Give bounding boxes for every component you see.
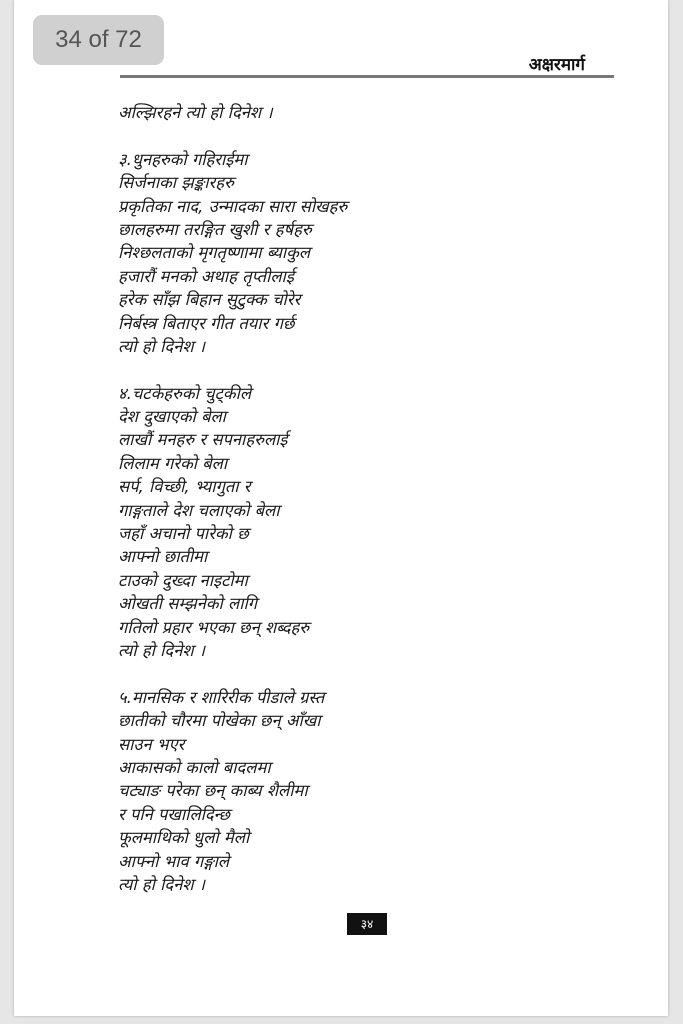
poem-text bbox=[118, 101, 598, 896]
running-head: अक्षरमार्ग bbox=[528, 55, 585, 75]
poem-line: चट्याङ परेका छन् काब्य शैलीमा bbox=[118, 781, 308, 801]
poem-line: ओखती सम्झनेको लागि bbox=[118, 594, 258, 614]
poem-line: निर्बस्त्र बिताएर गीत तयार गर्छ bbox=[118, 313, 295, 333]
poem-line: जहाँ अचानो पारेको छ bbox=[118, 524, 249, 544]
poem-line: सर्प, विच्छी, भ्यागुता र bbox=[118, 477, 251, 497]
poem-line: फूलमाथिको धुलो मैलो bbox=[118, 828, 250, 848]
poem-line: र पनि पखालिदिन्छ bbox=[118, 804, 230, 824]
stanza-gap bbox=[118, 358, 598, 381]
page-number: ३४ bbox=[347, 913, 387, 935]
poem-line: देश दुखाएको बेला bbox=[118, 407, 226, 427]
poem-line: टाउको दुख्दा नाइटोमा bbox=[118, 570, 248, 590]
book-page bbox=[14, 0, 668, 1016]
poem-line: गतिलो प्रहार भएका छन् शब्दहरु bbox=[118, 617, 310, 637]
poem-line: त्यो हो दिनेश । bbox=[118, 874, 206, 894]
poem-line: निश्छलताको मृगतृष्णामा ब्याकुल bbox=[118, 243, 311, 263]
poem-line: त्यो हो दिनेश । bbox=[118, 336, 206, 356]
poem-line: हरेक साँझ बिहान सुटुक्क चोरेर bbox=[118, 290, 301, 310]
poem-line: आफ्नो छातीमा bbox=[118, 547, 208, 567]
poem-line: लाखौं मनहरु र सपनाहरुलाई bbox=[118, 430, 288, 450]
poem-line: ३.धुनहरुको गहिराईमा bbox=[118, 149, 248, 169]
poem-line: गाङ्गताले देश चलाएको बेला bbox=[118, 500, 280, 520]
poem-line: आफ्नो भाव गङ्गाले bbox=[118, 851, 230, 871]
stanza-gap bbox=[118, 662, 598, 685]
poem-line: छातीको चौरमा पोखेका छन् आँखा bbox=[118, 711, 321, 731]
poem-line: हजारौं मनको अथाह तृप्तीलाई bbox=[118, 266, 294, 286]
poem-line: लिलाम गरेको बेला bbox=[118, 453, 228, 473]
poem-line: छालहरुमा तरङ्गित खुशी र हर्षहरु bbox=[118, 219, 312, 239]
page-counter-badge[interactable]: 34 of 72 bbox=[33, 15, 164, 65]
poem-line: अल्झिरहने त्यो हो दिनेश । bbox=[118, 103, 273, 122]
poem-line: आकासको कालो बादलमा bbox=[118, 757, 271, 777]
poem-line: त्यो हो दिनेश । bbox=[118, 640, 206, 660]
poem-line: साउन भएर bbox=[118, 734, 185, 754]
stanza-gap bbox=[118, 124, 598, 147]
poem-line: प्रकृतिका नाद, उन्मादका सारा सोखहरु bbox=[118, 196, 348, 216]
header-rule bbox=[120, 75, 614, 78]
poem-line: ५.मानसिक र शारिरीक पीडाले ग्रस्त bbox=[118, 687, 325, 707]
poem-line: सिर्जनाका झङ्कारहरु bbox=[118, 173, 234, 193]
poem-line: ४.चटकेहरुको चुट्कीले bbox=[118, 383, 252, 403]
